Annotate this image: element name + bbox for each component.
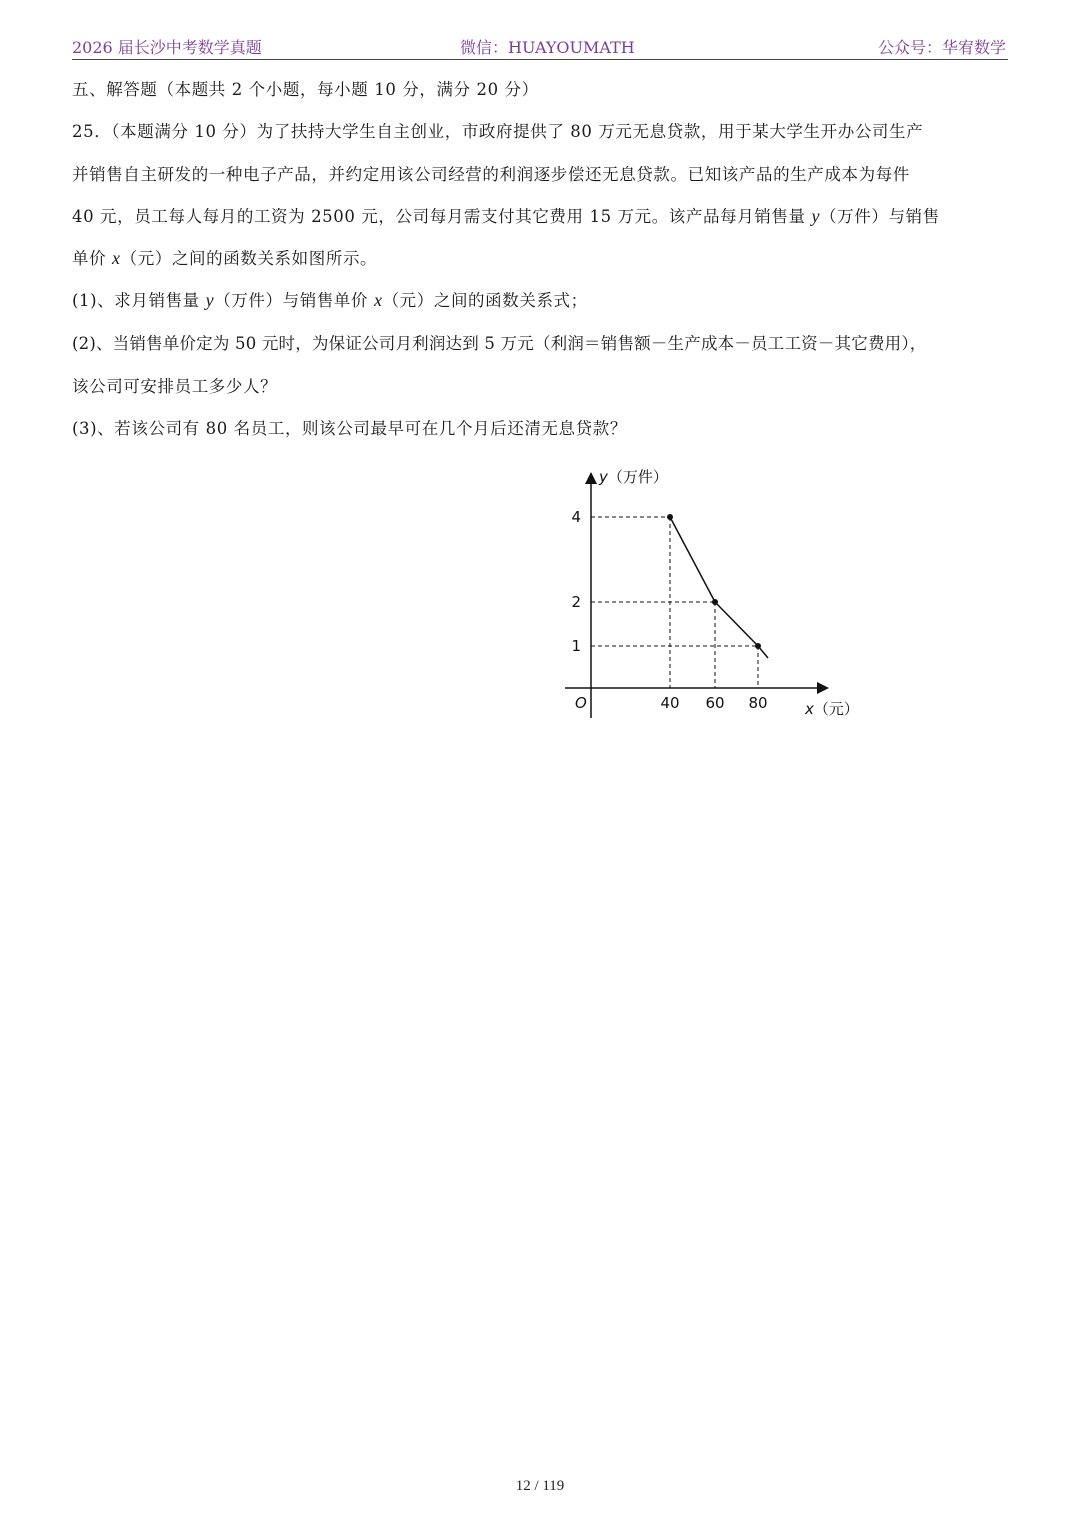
variable-y: y <box>205 290 215 310</box>
question-1 <box>72 287 1012 311</box>
problem-line-4-text-b: （元）之间的函数关系如图所示。 <box>120 249 378 268</box>
x-axis-label <box>804 700 859 718</box>
data-point <box>667 514 673 520</box>
series-segment <box>670 517 715 602</box>
question-2-line-2: 该公司可安排员工多少人？ <box>72 377 278 396</box>
y-tick-label: 2 <box>571 593 581 611</box>
x-tick-label: 40 <box>660 694 680 712</box>
y-axis-label <box>598 468 668 486</box>
y-axis-var: y <box>599 468 608 486</box>
problem-line-1: 25．（本题满分 10 分）为了扶持大学生自主创业，市政府提供了 80 万元无息贷款，用于某大学生开办公司生产 <box>72 122 924 141</box>
variable-y: y <box>811 206 821 226</box>
function-graph <box>555 460 875 730</box>
problem-line-3-text-a: 40 元，员工每人每月的工资为 2500 元，公司每月需支付其它费用 15 万元。该产品每月销售量 <box>72 207 812 226</box>
origin-label: O <box>575 694 587 712</box>
x-axis-unit: （元） <box>813 700 859 718</box>
header-public-account: 公众号：华宥数学 <box>877 38 1006 57</box>
y-axis-unit: （万件） <box>607 468 668 486</box>
y-tick-label: 1 <box>571 637 581 655</box>
y-tick-label: 4 <box>571 508 581 526</box>
question-1-text-a: (1)、求月销售量 <box>72 291 206 310</box>
page-number: 12 / 119 <box>515 1478 565 1494</box>
problem-line-4-text-a: 单价 <box>72 249 113 268</box>
question-1-text-c: （元）之间的函数关系式； <box>382 291 588 310</box>
x-tick-label: 80 <box>748 694 768 712</box>
page-header <box>72 33 1008 60</box>
section-title: 五、解答题（本题共 2 个小题，每小题 10 分，满分 20 分） <box>72 80 539 99</box>
x-axis-arrow <box>817 682 829 694</box>
problem-line-3-text-b: （万件）与销售 <box>820 207 940 226</box>
problem-line-4 <box>72 245 1012 269</box>
question-1-text-b: （万件）与销售单价 <box>214 291 374 310</box>
x-axis-var: x <box>805 700 814 718</box>
y-axis-arrow <box>585 472 597 484</box>
data-point <box>755 643 761 649</box>
x-tick-label: 60 <box>705 694 725 712</box>
header-title: 2026 届长沙中考数学真题 <box>72 38 262 57</box>
question-3: (3)、若该公司有 80 名员工，则该公司最早可在几个月后还清无息贷款？ <box>72 419 627 438</box>
variable-x: x <box>112 248 121 268</box>
problem-line-2: 并销售自主研发的一种电子产品，并约定用该公司经营的利润逐步偿还无息贷款。已知该产品的生产成本为每件 <box>72 165 910 184</box>
data-point <box>712 599 718 605</box>
series-segment <box>715 602 758 646</box>
variable-x: x <box>373 290 383 310</box>
question-2-line-1: (2)、当销售单价定为 50 元时，为保证公司月利润达到 5 万元（利润＝销售额－生产成本－员工工资－其它费用）， <box>72 334 927 353</box>
header-wechat: 微信：HUAYOUMATH <box>460 38 635 57</box>
problem-line-3 <box>72 203 1012 227</box>
